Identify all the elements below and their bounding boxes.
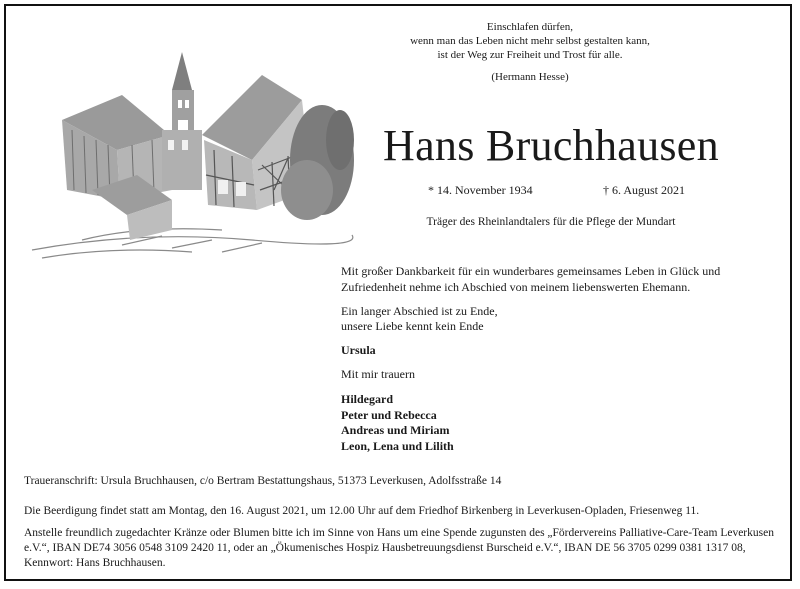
village-sketch-illustration	[22, 40, 354, 262]
gratitude-text: Mit großer Dankbarkeit für ein wunderbares gemeinsames Leben in Glück und Zufriedenheit nehme ich Abschied von meinem liebenswerten Ehemann.	[341, 264, 721, 294]
verse-line-2: unsere Liebe kennt kein Ende	[341, 319, 484, 334]
honor-line: Träger des Rheinlandtalers für die Pflege der Mundart	[426, 216, 676, 228]
mourner: Andreas und Miriam	[341, 423, 450, 438]
church-tower-drawing	[162, 52, 202, 190]
quote-line-1: Einschlafen dürfen,	[486, 21, 574, 33]
mourner: Peter und Rebecca	[341, 407, 437, 422]
funeral-details: Die Beerdigung findet statt am Montag, den 16. August 2021, um 12.00 Uhr auf dem Friedhof Birkenberg in Leverkusen-Opladen, Friesenweg 11.	[24, 505, 700, 517]
quote-author: (Hermann Hesse)	[491, 71, 569, 83]
quote-line-3: ist der Weg zur Freiheit und Trost für alle.	[437, 49, 623, 61]
birth-date: * 14. November 1934	[428, 183, 533, 197]
hesse-quote	[385, 20, 675, 84]
death-date: † 6. August 2021	[603, 183, 686, 197]
personal-message	[341, 264, 761, 455]
mourning-intro: Mit mir trauern	[341, 366, 415, 381]
mourner: Leon, Lena und Lilith	[341, 439, 454, 454]
deceased-name: Hans Bruchhausen	[383, 121, 719, 170]
quote-line-2: wenn man das Leben nicht mehr selbst gestalten kann,	[410, 35, 650, 47]
donation-request: Anstelle freundlich zugedachter Kränze oder Blumen bitte ich im Sinne von Hans um eine Spende zugunsten des „Fördervereins Palliative-Care-Team Leverkusen e.V.“, IBAN DE74 3056 0548 3109 2420 11, oder an „Ökumenisches Hospiz Hausbetreuungsdienst Burscheid e.V.“, IBAN DE 56 3705 0299 0381 1317 08, Kennwort: Hans Bruchhausen.	[24, 527, 774, 569]
mourner: Hildegard	[341, 391, 394, 406]
signer-name: Ursula	[341, 343, 376, 358]
verse-line-1: Ein langer Abschied ist zu Ende,	[341, 303, 498, 318]
condolence-address: Traueranschrift: Ursula Bruchhausen, c/o Bertram Bestattungshaus, 51373 Leverkusen, Adolfsstraße 14	[24, 475, 502, 487]
mourners-list	[341, 392, 761, 455]
